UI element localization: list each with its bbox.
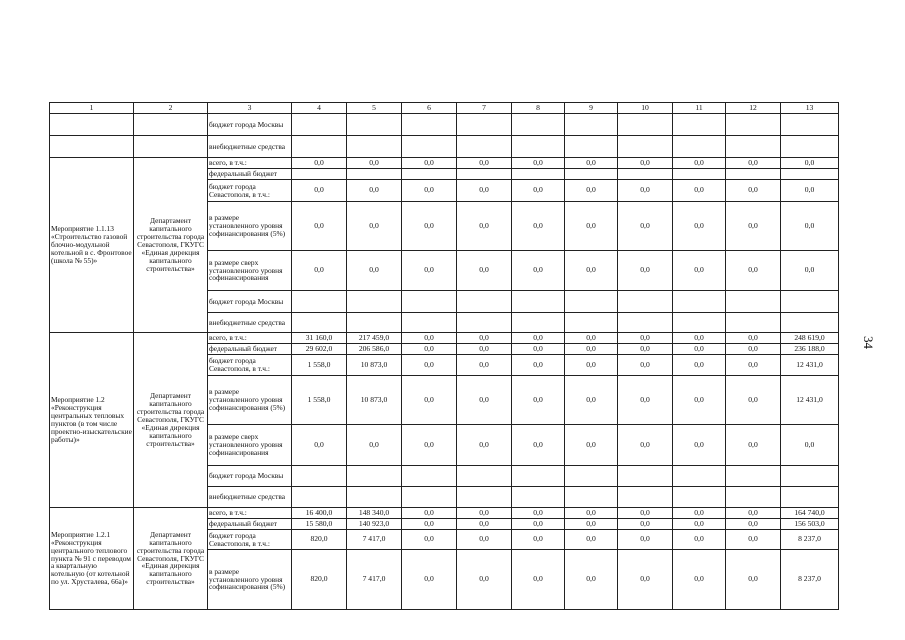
- amount-cell: [618, 169, 673, 180]
- amount-cell: 0,0: [726, 530, 781, 550]
- amount-cell: 0,0: [565, 376, 618, 425]
- funding-source-cell: внебюджетные средства: [208, 313, 292, 333]
- executor-cell: [134, 114, 208, 136]
- amount-cell: 0,0: [726, 333, 781, 344]
- table-row: [50, 114, 839, 136]
- amount-cell: [457, 313, 512, 333]
- amount-cell: 8 237,0: [781, 550, 839, 610]
- amount-cell: 0,0: [457, 376, 512, 425]
- amount-cell: [726, 169, 781, 180]
- column-header: 4: [292, 103, 347, 114]
- measure-name-cell: Мероприятие 1.2.1 «Реконструкция центрального теплового пункта № 91 с переводом а квартальную котельную (от котельной по ул. Хрусталева, 66а)»: [50, 508, 134, 610]
- column-header: 12: [726, 103, 781, 114]
- amount-cell: 248 619,0: [781, 333, 839, 344]
- amount-cell: 164 740,0: [781, 508, 839, 519]
- amount-cell: 0,0: [565, 202, 618, 251]
- amount-cell: 0,0: [457, 202, 512, 251]
- amount-cell: 0,0: [402, 519, 457, 530]
- amount-cell: [457, 466, 512, 487]
- column-header: 13: [781, 103, 839, 114]
- amount-cell: 0,0: [781, 251, 839, 291]
- funding-source-cell: федеральный бюджет: [208, 169, 292, 180]
- funding-source-cell: всего, в т.ч.:: [208, 508, 292, 519]
- amount-cell: 16 400,0: [292, 508, 347, 519]
- amount-cell: [292, 487, 347, 508]
- amount-cell: 0,0: [673, 180, 726, 202]
- amount-cell: 0,0: [402, 355, 457, 376]
- column-header: 5: [347, 103, 402, 114]
- table-row: [50, 508, 839, 519]
- amount-cell: [726, 136, 781, 158]
- amount-cell: 1 558,0: [292, 376, 347, 425]
- amount-cell: 29 602,0: [292, 344, 347, 355]
- amount-cell: 0,0: [618, 344, 673, 355]
- amount-cell: 0,0: [673, 202, 726, 251]
- funding-source-cell: бюджет города Севастополя, в т.ч.:: [208, 355, 292, 376]
- amount-cell: [457, 291, 512, 313]
- amount-cell: [457, 487, 512, 508]
- amount-cell: [402, 313, 457, 333]
- amount-cell: 0,0: [512, 376, 565, 425]
- amount-cell: 0,0: [618, 550, 673, 610]
- amount-cell: [673, 169, 726, 180]
- amount-cell: 0,0: [673, 158, 726, 169]
- amount-cell: 0,0: [512, 202, 565, 251]
- amount-cell: [781, 114, 839, 136]
- amount-cell: 0,0: [618, 425, 673, 466]
- amount-cell: 0,0: [781, 158, 839, 169]
- amount-cell: 0,0: [347, 158, 402, 169]
- amount-cell: [512, 169, 565, 180]
- amount-cell: 0,0: [402, 425, 457, 466]
- amount-cell: 0,0: [726, 508, 781, 519]
- executor-cell: Департамент капитального строительства города Севастополя, ГКУГС «Единая дирекция капитального строительства»: [134, 333, 208, 508]
- amount-cell: 0,0: [673, 376, 726, 425]
- table-row: [50, 158, 839, 169]
- amount-cell: 0,0: [673, 425, 726, 466]
- amount-cell: 0,0: [457, 530, 512, 550]
- amount-cell: 0,0: [618, 376, 673, 425]
- column-header: 8: [512, 103, 565, 114]
- amount-cell: [673, 291, 726, 313]
- amount-cell: [781, 136, 839, 158]
- amount-cell: [402, 114, 457, 136]
- amount-cell: [565, 291, 618, 313]
- amount-cell: 0,0: [512, 519, 565, 530]
- column-header: 7: [457, 103, 512, 114]
- amount-cell: [781, 466, 839, 487]
- amount-cell: 0,0: [673, 508, 726, 519]
- amount-cell: 12 431,0: [781, 355, 839, 376]
- amount-cell: [565, 114, 618, 136]
- amount-cell: 0,0: [457, 519, 512, 530]
- amount-cell: 0,0: [292, 158, 347, 169]
- funding-source-cell: федеральный бюджет: [208, 344, 292, 355]
- amount-cell: 0,0: [292, 202, 347, 251]
- amount-cell: 10 873,0: [347, 355, 402, 376]
- budget-table: [49, 102, 839, 610]
- amount-cell: [292, 466, 347, 487]
- funding-source-cell: в размере сверх установленного уровня софинансирования: [208, 251, 292, 291]
- amount-cell: [512, 291, 565, 313]
- amount-cell: [402, 169, 457, 180]
- amount-cell: [618, 136, 673, 158]
- amount-cell: [565, 313, 618, 333]
- amount-cell: 0,0: [726, 180, 781, 202]
- amount-cell: 0,0: [292, 425, 347, 466]
- column-header: 2: [134, 103, 208, 114]
- column-header: 10: [618, 103, 673, 114]
- amount-cell: [292, 114, 347, 136]
- page-number: 34: [861, 336, 876, 349]
- amount-cell: 0,0: [565, 158, 618, 169]
- amount-cell: [512, 114, 565, 136]
- amount-cell: 0,0: [618, 251, 673, 291]
- amount-cell: 0,0: [726, 344, 781, 355]
- amount-cell: 0,0: [402, 180, 457, 202]
- amount-cell: 0,0: [673, 251, 726, 291]
- funding-source-cell: бюджет города Москвы: [208, 114, 292, 136]
- amount-cell: [402, 466, 457, 487]
- amount-cell: 140 923,0: [347, 519, 402, 530]
- funding-source-cell: в размере установленного уровня софинансирования (5%): [208, 550, 292, 610]
- amount-cell: [512, 487, 565, 508]
- amount-cell: 0,0: [457, 344, 512, 355]
- amount-cell: 12 431,0: [781, 376, 839, 425]
- amount-cell: 0,0: [402, 376, 457, 425]
- header-row: [50, 103, 839, 114]
- amount-cell: 0,0: [402, 333, 457, 344]
- amount-cell: 0,0: [402, 530, 457, 550]
- amount-cell: 31 160,0: [292, 333, 347, 344]
- amount-cell: 0,0: [512, 425, 565, 466]
- amount-cell: [512, 466, 565, 487]
- amount-cell: [565, 487, 618, 508]
- amount-cell: 0,0: [347, 251, 402, 291]
- amount-cell: [292, 291, 347, 313]
- amount-cell: [726, 313, 781, 333]
- amount-cell: 0,0: [565, 519, 618, 530]
- amount-cell: 820,0: [292, 550, 347, 610]
- column-header: 1: [50, 103, 134, 114]
- measure-name-cell: [50, 114, 134, 136]
- amount-cell: 0,0: [457, 425, 512, 466]
- amount-cell: [457, 114, 512, 136]
- amount-cell: [402, 487, 457, 508]
- amount-cell: 0,0: [781, 202, 839, 251]
- amount-cell: [292, 136, 347, 158]
- amount-cell: 0,0: [673, 530, 726, 550]
- amount-cell: 0,0: [402, 202, 457, 251]
- amount-cell: [673, 136, 726, 158]
- amount-cell: 206 586,0: [347, 344, 402, 355]
- amount-cell: [565, 169, 618, 180]
- amount-cell: 0,0: [565, 180, 618, 202]
- funding-source-cell: внебюджетные средства: [208, 136, 292, 158]
- funding-source-cell: бюджет города Москвы: [208, 291, 292, 313]
- amount-cell: [457, 136, 512, 158]
- amount-cell: [618, 466, 673, 487]
- amount-cell: [347, 466, 402, 487]
- amount-cell: 0,0: [618, 180, 673, 202]
- amount-cell: 0,0: [565, 333, 618, 344]
- amount-cell: 0,0: [457, 333, 512, 344]
- amount-cell: 0,0: [457, 180, 512, 202]
- amount-cell: 0,0: [618, 530, 673, 550]
- amount-cell: 0,0: [726, 425, 781, 466]
- amount-cell: [347, 169, 402, 180]
- amount-cell: 0,0: [457, 550, 512, 610]
- amount-cell: 148 340,0: [347, 508, 402, 519]
- amount-cell: [618, 114, 673, 136]
- amount-cell: [347, 487, 402, 508]
- amount-cell: 0,0: [402, 158, 457, 169]
- column-header: 6: [402, 103, 457, 114]
- funding-source-cell: всего, в т.ч.:: [208, 158, 292, 169]
- amount-cell: 0,0: [402, 251, 457, 291]
- amount-cell: 0,0: [292, 251, 347, 291]
- amount-cell: 0,0: [565, 425, 618, 466]
- amount-cell: 156 503,0: [781, 519, 839, 530]
- amount-cell: 0,0: [618, 202, 673, 251]
- amount-cell: 0,0: [726, 519, 781, 530]
- amount-cell: 0,0: [457, 251, 512, 291]
- amount-cell: [292, 313, 347, 333]
- amount-cell: [673, 114, 726, 136]
- amount-cell: 7 417,0: [347, 550, 402, 610]
- amount-cell: 0,0: [726, 355, 781, 376]
- amount-cell: [781, 313, 839, 333]
- amount-cell: 0,0: [726, 202, 781, 251]
- amount-cell: [347, 291, 402, 313]
- amount-cell: 0,0: [565, 344, 618, 355]
- amount-cell: 0,0: [726, 251, 781, 291]
- table-body: [50, 114, 839, 610]
- amount-cell: 1 558,0: [292, 355, 347, 376]
- amount-cell: 0,0: [565, 550, 618, 610]
- amount-cell: [512, 136, 565, 158]
- amount-cell: 0,0: [347, 202, 402, 251]
- amount-cell: [618, 291, 673, 313]
- funding-source-cell: в размере сверх установленного уровня софинансирования: [208, 425, 292, 466]
- measure-name-cell: Мероприятие 1.1.13 «Строительство газовой блочно-модульной котельной в с. Фронтовое (школа № 55)»: [50, 158, 134, 333]
- funding-source-cell: федеральный бюджет: [208, 519, 292, 530]
- amount-cell: 0,0: [673, 355, 726, 376]
- amount-cell: [347, 136, 402, 158]
- amount-cell: 820,0: [292, 530, 347, 550]
- amount-cell: 0,0: [781, 425, 839, 466]
- amount-cell: 0,0: [673, 550, 726, 610]
- amount-cell: [781, 169, 839, 180]
- amount-cell: 0,0: [512, 550, 565, 610]
- amount-cell: 0,0: [618, 333, 673, 344]
- amount-cell: 0,0: [457, 158, 512, 169]
- amount-cell: 0,0: [781, 180, 839, 202]
- amount-cell: 0,0: [292, 180, 347, 202]
- amount-cell: 0,0: [512, 251, 565, 291]
- amount-cell: [781, 291, 839, 313]
- amount-cell: [726, 487, 781, 508]
- column-header: 3: [208, 103, 292, 114]
- amount-cell: [402, 136, 457, 158]
- amount-cell: [781, 487, 839, 508]
- amount-cell: 0,0: [673, 344, 726, 355]
- amount-cell: [347, 313, 402, 333]
- amount-cell: 0,0: [457, 508, 512, 519]
- amount-cell: 7 417,0: [347, 530, 402, 550]
- amount-cell: [565, 136, 618, 158]
- amount-cell: 0,0: [402, 344, 457, 355]
- funding-source-cell: в размере установленного уровня софинансирования (5%): [208, 376, 292, 425]
- amount-cell: 8 237,0: [781, 530, 839, 550]
- amount-cell: 0,0: [565, 530, 618, 550]
- amount-cell: 0,0: [512, 355, 565, 376]
- amount-cell: [673, 313, 726, 333]
- funding-source-cell: бюджет города Москвы: [208, 466, 292, 487]
- amount-cell: 0,0: [402, 550, 457, 610]
- table-row: [50, 136, 839, 158]
- funding-source-cell: всего, в т.ч.:: [208, 333, 292, 344]
- amount-cell: 0,0: [347, 425, 402, 466]
- amount-cell: 0,0: [512, 158, 565, 169]
- amount-cell: [618, 487, 673, 508]
- amount-cell: [673, 487, 726, 508]
- amount-cell: 217 459,0: [347, 333, 402, 344]
- amount-cell: [347, 114, 402, 136]
- amount-cell: [292, 169, 347, 180]
- amount-cell: 0,0: [673, 333, 726, 344]
- column-header: 11: [673, 103, 726, 114]
- amount-cell: 0,0: [512, 508, 565, 519]
- amount-cell: 0,0: [618, 355, 673, 376]
- executor-cell: [134, 136, 208, 158]
- amount-cell: [726, 114, 781, 136]
- amount-cell: 0,0: [347, 180, 402, 202]
- amount-cell: [402, 291, 457, 313]
- executor-cell: Департамент капитального строительства города Севастополя, ГКУГС «Единая дирекция капитального строительства»: [134, 158, 208, 333]
- amount-cell: [726, 466, 781, 487]
- amount-cell: [512, 313, 565, 333]
- amount-cell: 0,0: [673, 519, 726, 530]
- amount-cell: 10 873,0: [347, 376, 402, 425]
- amount-cell: [565, 466, 618, 487]
- funding-source-cell: бюджет города Севастополя, в т.ч.:: [208, 180, 292, 202]
- amount-cell: 0,0: [512, 333, 565, 344]
- amount-cell: 0,0: [565, 251, 618, 291]
- amount-cell: 0,0: [726, 550, 781, 610]
- amount-cell: 0,0: [512, 530, 565, 550]
- amount-cell: 0,0: [618, 158, 673, 169]
- amount-cell: 0,0: [565, 355, 618, 376]
- amount-cell: 15 580,0: [292, 519, 347, 530]
- table-row: [50, 333, 839, 344]
- amount-cell: 0,0: [402, 508, 457, 519]
- executor-cell: Департамент капитального строительства города Севастополя, ГКУГС «Единая дирекция капитального строительства»: [134, 508, 208, 610]
- funding-source-cell: в размере установленного уровня софинансирования (5%): [208, 202, 292, 251]
- amount-cell: 0,0: [512, 344, 565, 355]
- amount-cell: [457, 169, 512, 180]
- amount-cell: 0,0: [565, 508, 618, 519]
- funding-source-cell: внебюджетные средства: [208, 487, 292, 508]
- amount-cell: [673, 466, 726, 487]
- measure-name-cell: [50, 136, 134, 158]
- amount-cell: 236 188,0: [781, 344, 839, 355]
- amount-cell: [618, 313, 673, 333]
- amount-cell: 0,0: [618, 508, 673, 519]
- amount-cell: 0,0: [726, 158, 781, 169]
- amount-cell: [726, 291, 781, 313]
- column-header: 9: [565, 103, 618, 114]
- amount-cell: 0,0: [726, 376, 781, 425]
- measure-name-cell: Мероприятие 1.2 «Реконструкция центральных тепловых пунктов (в том числе проектно-изыскательские работы)»: [50, 333, 134, 508]
- amount-cell: 0,0: [457, 355, 512, 376]
- funding-source-cell: бюджет города Севастополя, в т.ч.:: [208, 530, 292, 550]
- amount-cell: 0,0: [618, 519, 673, 530]
- amount-cell: 0,0: [512, 180, 565, 202]
